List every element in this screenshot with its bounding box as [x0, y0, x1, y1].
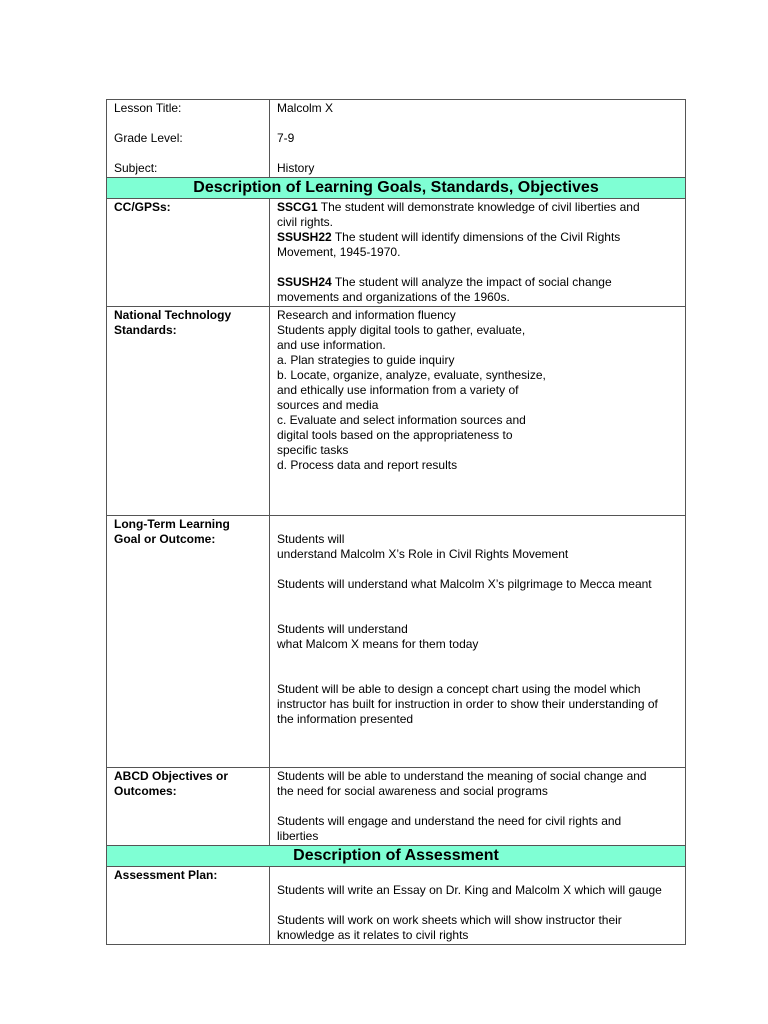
- section-header-assessment: [107, 846, 686, 867]
- assessment-plan-row: [107, 867, 686, 945]
- abcd-label-line2: Outcomes:: [114, 784, 177, 798]
- long-term-goal-label: [107, 516, 270, 768]
- standard-text-ssush22: The student will identify dimensions of the Civil Rights: [331, 230, 621, 244]
- tech-standards-content: [270, 307, 686, 516]
- long-term-goal-content: [270, 516, 686, 768]
- tech-line: and use information.: [277, 338, 386, 352]
- standard-text-ssush24-cont: movements and organizations of the 1960s.: [277, 290, 510, 304]
- goal-4-line1: Student will be able to design a concept chart using the model which: [277, 682, 641, 696]
- goal-2: Students will understand what Malcolm X’s pilgrimage to Mecca meant: [277, 577, 652, 591]
- tech-line: specific tasks: [277, 443, 349, 457]
- tech-line: Students apply digital tools to gather, evaluate,: [277, 323, 526, 337]
- grade-level-value: 7-9: [277, 131, 295, 145]
- standard-code-sscg1: SSCG1: [277, 200, 318, 214]
- standard-code-ssush24: SSUSH24: [277, 275, 332, 289]
- assessment-1: Students will write an Essay on Dr. King and Malcolm X which will gauge: [277, 883, 662, 897]
- goal-1-line1: Students will: [277, 532, 345, 546]
- info-values-cell: [270, 100, 686, 178]
- tech-label-line2: Standards:: [114, 323, 177, 337]
- info-labels-cell: [107, 100, 270, 178]
- subject-label: Subject:: [114, 161, 158, 175]
- tech-line: and ethically use information from a variety of: [277, 383, 519, 397]
- goal-4-line2: instructor has built for instruction in order to show their understanding of: [277, 697, 658, 711]
- section-title-goals: Description of Learning Goals, Standards, Objectives: [107, 178, 686, 199]
- long-term-goal-row: [107, 516, 686, 768]
- goal-3-line2: what Malcom X means for them today: [277, 637, 479, 651]
- grade-level-label: Grade Level:: [114, 131, 183, 145]
- tech-line: Research and information fluency: [277, 308, 456, 322]
- ccgps-row: [107, 199, 686, 307]
- assessment-plan-content: [270, 867, 686, 945]
- goal-4-line3: the information presented: [277, 712, 414, 726]
- tech-label-line1: National Technology: [114, 308, 232, 322]
- assessment-2-line1: Students will work on work sheets which will show instructor their: [277, 913, 622, 927]
- tech-line: digital tools based on the appropriateness to: [277, 428, 513, 442]
- section-header-goals: [107, 178, 686, 199]
- standard-text-sscg1: The student will demonstrate knowledge of civil liberties and: [317, 200, 640, 214]
- objective-2-line1: Students will engage and understand the need for civil rights and: [277, 814, 622, 828]
- objective-1-line2: the need for social awareness and social programs: [277, 784, 548, 798]
- long-term-label-line1: Long-Term Learning: [114, 517, 230, 531]
- tech-line: b. Locate, organize, analyze, evaluate, synthesize,: [277, 368, 546, 382]
- section-title-assessment: Description of Assessment: [107, 846, 686, 867]
- tech-standards-label: [107, 307, 270, 516]
- long-term-label-line2: Goal or Outcome:: [114, 532, 216, 546]
- ccgps-label: CC/GPSs:: [107, 199, 270, 307]
- standard-text-ssush24: The student will analyze the impact of social change: [331, 275, 612, 289]
- standard-code-ssush22: SSUSH22: [277, 230, 332, 244]
- objective-2-line2: liberties: [277, 829, 319, 843]
- tech-line: a. Plan strategies to guide inquiry: [277, 353, 455, 367]
- tech-line: c. Evaluate and select information sources and: [277, 413, 526, 427]
- standard-text-sscg1-cont: civil rights.: [277, 215, 334, 229]
- goal-1-line2: understand Malcolm X’s Role in Civil Rights Movement: [277, 547, 569, 561]
- assessment-plan-label: Assessment Plan:: [107, 867, 270, 945]
- lesson-plan-table: [106, 99, 686, 945]
- objective-1-line1: Students will be able to understand the meaning of social change and: [277, 769, 647, 783]
- goal-3-line1: Students will understand: [277, 622, 408, 636]
- standard-text-ssush22-cont: Movement, 1945-1970.: [277, 245, 401, 259]
- abcd-label-line1: ABCD Objectives or: [114, 769, 229, 783]
- lesson-title-value: Malcolm X: [277, 101, 334, 115]
- info-row: [107, 100, 686, 178]
- assessment-2-line2: knowledge as it relates to civil rights: [277, 928, 469, 942]
- tech-standards-row: [107, 307, 686, 516]
- lesson-plan-document: [106, 99, 686, 945]
- tech-line: d. Process data and report results: [277, 458, 458, 472]
- abcd-objectives-content: [270, 768, 686, 846]
- abcd-objectives-label: [107, 768, 270, 846]
- subject-value: History: [277, 161, 315, 175]
- ccgps-content: [270, 199, 686, 307]
- tech-line: sources and media: [277, 398, 379, 412]
- lesson-title-label: Lesson Title:: [114, 101, 182, 115]
- abcd-objectives-row: [107, 768, 686, 846]
